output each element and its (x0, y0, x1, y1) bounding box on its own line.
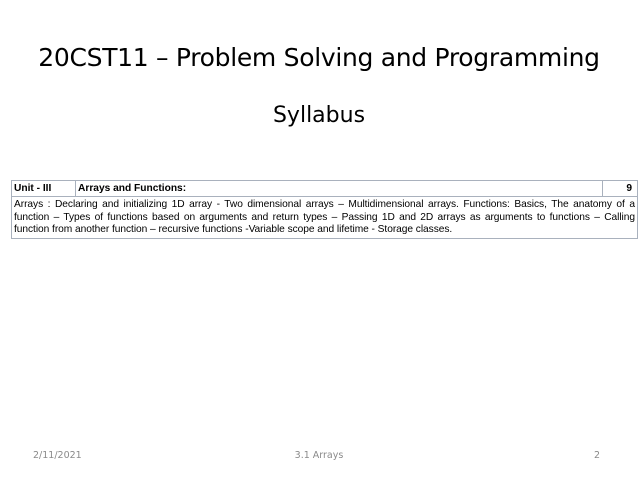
syllabus-content-row (12, 197, 638, 239)
footer-date: 2/11/2021 (33, 450, 82, 461)
syllabus-header-row (12, 181, 638, 197)
syllabus-table (11, 180, 638, 239)
unit-hours: 9 (603, 181, 638, 197)
unit-label: Unit - III (12, 181, 76, 197)
slide-subtitle: Syllabus (272, 103, 366, 128)
unit-content: Arrays : Declaring and initializing 1D array - Two dimensional arrays – Multidimensional arrays. Functions: Basics, The anatomy of a function – Types of functions based on arguments and return types – Passing 1D and 2D arrays as arguments to functions – Calling function from another function – recursive functions -Variable scope and lifetime - Storage classes. (12, 197, 638, 239)
page-number: 2 (593, 450, 600, 461)
footer-title: 3.1 Arrays (294, 450, 344, 461)
unit-title: Arrays and Functions: (76, 181, 603, 197)
slide-title: 20CST11 – Problem Solving and Programming (38, 43, 600, 72)
